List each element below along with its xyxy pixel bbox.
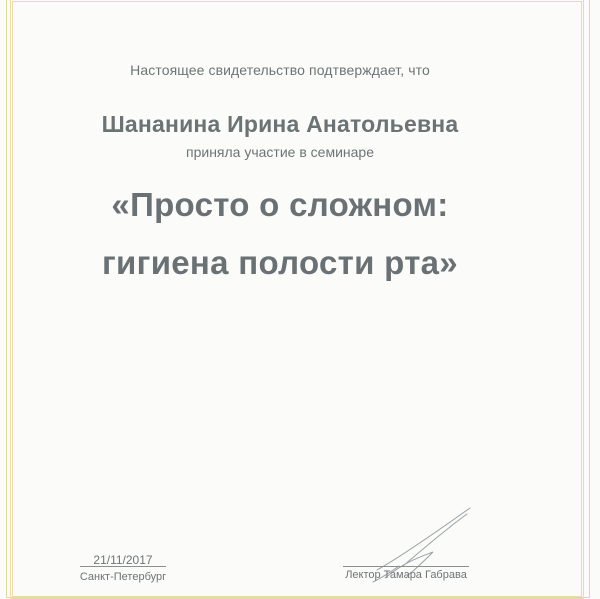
- signature-underline: [343, 566, 469, 567]
- intro-text: Настоящее свидетельство подтверждает, что: [130, 62, 430, 78]
- lecturer-name: Лектор Тамара Габрава: [345, 569, 467, 581]
- recipient-name: Шананина Ирина Анатольевна: [101, 111, 459, 137]
- seminar-title-line-2: гигиена полости рта»: [102, 244, 458, 281]
- participation-text: приняла участие в семинаре: [186, 144, 374, 160]
- date-underline: [80, 566, 166, 567]
- certificate-frame-inner: [10, 0, 584, 599]
- seminar-title-line-1: «Просто о сложном:: [111, 186, 449, 223]
- issue-date: 21/11/2017: [93, 553, 153, 567]
- issue-city: Санкт-Петербург: [79, 571, 167, 583]
